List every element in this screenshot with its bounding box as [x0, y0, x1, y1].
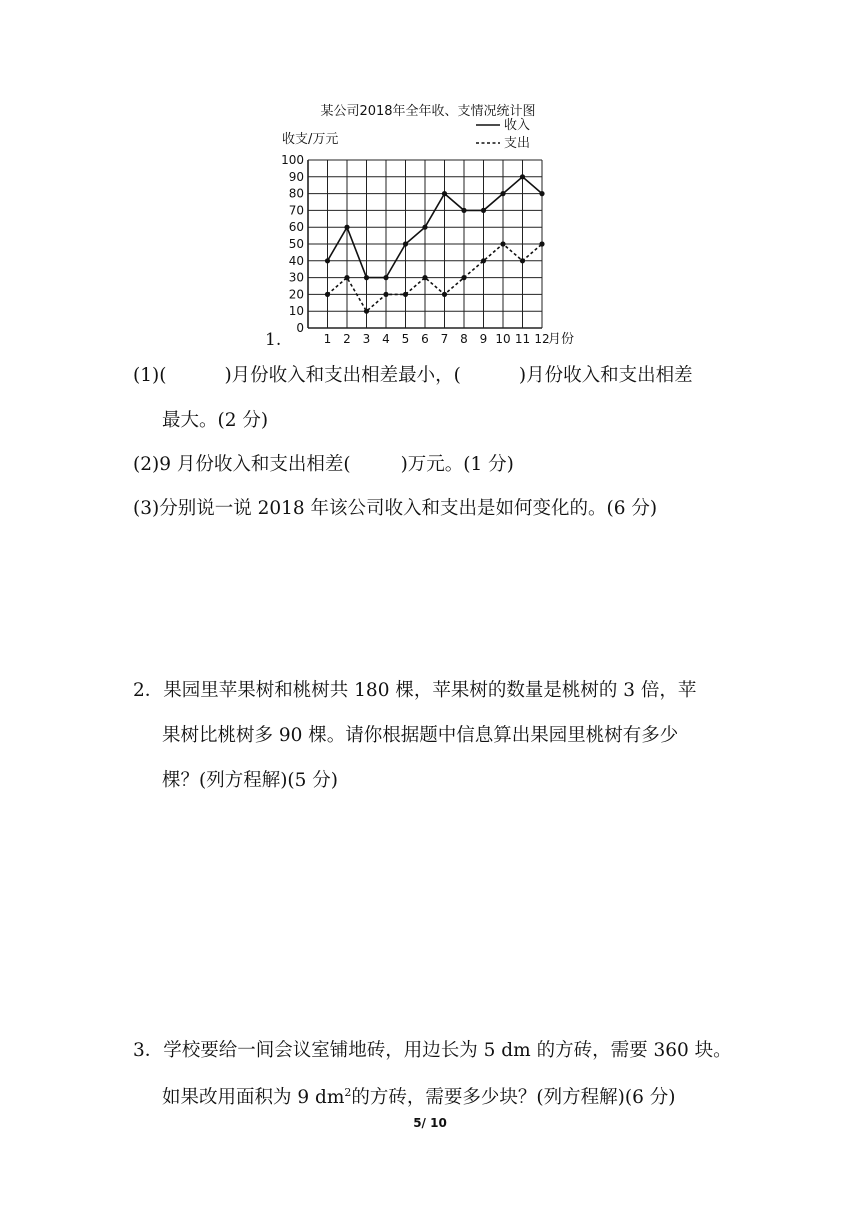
chart-grid [308, 160, 542, 328]
chart-legend [476, 117, 530, 151]
y-tick-label: 30 [288, 270, 304, 285]
y-tick-label: 10 [288, 304, 304, 319]
x-tick-label: 10 [495, 332, 511, 346]
x-tick-label: 9 [479, 332, 488, 346]
y-tick-label: 0 [296, 321, 304, 335]
y-tick-label: 20 [288, 287, 304, 302]
expense-data-point [422, 275, 427, 280]
y-tick-label: 70 [288, 203, 304, 218]
q2-line1: 2．果园里苹果树和桃树共 180 棵，苹果树的数量是桃树的 3 倍，苹 [133, 680, 697, 701]
income-data-point [520, 174, 525, 179]
chart-title: 某公司2018年全年收、支情况统计图 [320, 104, 536, 119]
x-tick-label: 8 [460, 332, 468, 346]
expense-data-point [442, 292, 447, 297]
x-axis-ticks [324, 332, 550, 346]
y-tick-label: 100 [281, 153, 304, 167]
x-tick-label: 5 [401, 332, 410, 346]
y-tick-label: 90 [288, 169, 304, 184]
x-tick-label: 6 [421, 332, 429, 346]
q1-part2-b: )万元。(1 分) [400, 454, 514, 475]
expense-data-point [461, 275, 466, 280]
q1-part1-line1 [133, 367, 693, 386]
legend-label: 收入 [504, 118, 531, 133]
q2-line2: 果树比桃树多 90 棵。请你根据题中信息算出果园里桃树有多少 [162, 725, 679, 746]
y-axis-ticks [281, 153, 304, 335]
x-tick-label: 12 [534, 332, 550, 346]
x-tick-label: 4 [382, 332, 390, 346]
income-data-point [383, 275, 388, 280]
expense-data-point [481, 258, 486, 263]
q1-part1-a: (1)( [133, 365, 167, 386]
income-data-point [442, 191, 447, 196]
expense-data-point [403, 292, 408, 297]
q1-part1-line2: 最大。(2 分) [162, 410, 269, 431]
q3-superscript: 2 [344, 1086, 352, 1099]
legend-label: 支出 [504, 136, 531, 151]
income-data-point [422, 225, 427, 230]
y-tick-label: 40 [288, 253, 304, 268]
x-axis-label: 月份 [548, 332, 575, 347]
y-tick-label: 60 [288, 220, 304, 235]
q1-part1-c: )月份收入和支出相差 [518, 365, 693, 386]
q1-part3: (3)分别说一说 2018 年该公司收入和支出是如何变化的。(6 分) [133, 498, 658, 519]
expense-data-point [364, 309, 369, 314]
q3-line1: 3．学校要给一间会议室铺地砖，用边长为 5 dm 的方砖，需要 360 块。 [133, 1040, 732, 1061]
q2-line3: 棵？(列方程解)(5 分) [162, 770, 339, 791]
x-tick-label: 2 [343, 332, 351, 346]
y-tick-label: 80 [288, 186, 304, 201]
q3-line2 [162, 1087, 675, 1108]
page-number: 5/ 10 [413, 1116, 447, 1130]
x-tick-label: 7 [440, 332, 449, 346]
income-data-point [325, 258, 330, 263]
expense-data-point [500, 241, 505, 246]
q3-line2-b: 的方砖，需要多少块？(列方程解)(6 分) [351, 1087, 676, 1109]
y-tick-label: 50 [288, 237, 304, 251]
income-data-point [481, 208, 486, 213]
income-data-point [344, 225, 349, 230]
x-tick-label: 1 [323, 332, 332, 346]
expense-data-point [344, 275, 349, 280]
expense-data-point [383, 292, 388, 297]
x-tick-label: 3 [362, 332, 371, 346]
income-expense-line-chart [250, 95, 610, 355]
q1-number: 1. [265, 330, 282, 350]
x-tick-label: 11 [514, 332, 531, 346]
income-data-point [500, 191, 505, 196]
q1-part2-a: (2)9 月份收入和支出相差( [133, 454, 351, 475]
income-data-point [539, 191, 544, 196]
q1-part1-b: )月份收入和支出相差最小，( [224, 365, 461, 386]
income-data-point [403, 241, 408, 246]
y-axis-label: 收支/万元 [282, 132, 339, 147]
income-data-point [364, 275, 369, 280]
q1-part2 [133, 456, 514, 475]
expense-data-point [539, 241, 544, 246]
income-data-point [461, 208, 466, 213]
expense-data-point [325, 292, 330, 297]
expense-data-point [520, 258, 525, 263]
q3-line2-a: 如果改用面积为 9 dm [162, 1087, 345, 1109]
